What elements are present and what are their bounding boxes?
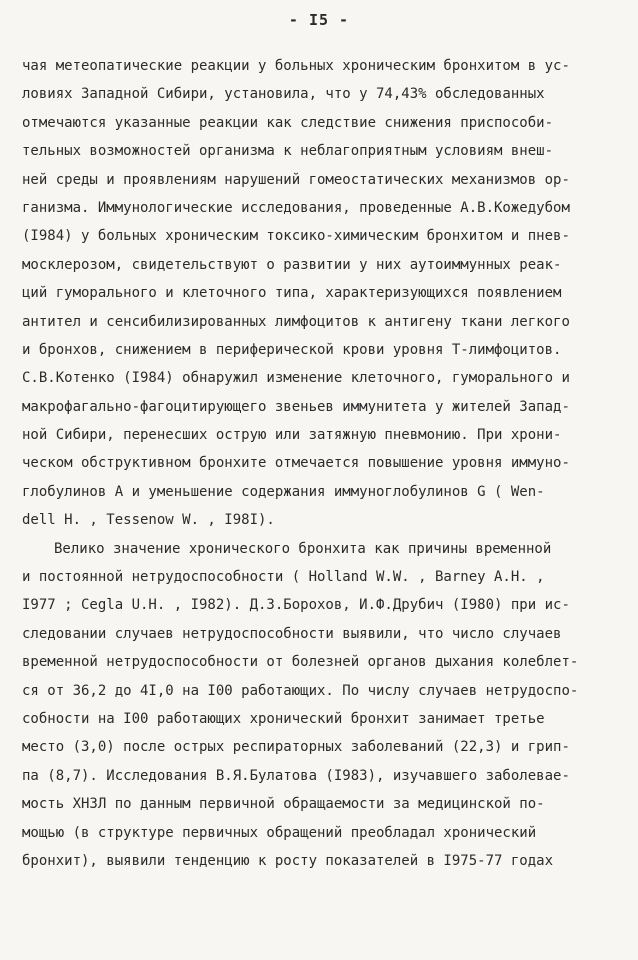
text-line: антител и сенсибилизированных лимфоцитов к антигену ткани легкого: [22, 313, 570, 330]
text-line: и бронхов, снижением в периферической крови уровня Т-лимфоцитов.: [22, 341, 562, 358]
text-line: С.В.Котенко (I984) обнаружил изменение клеточного, гуморального и: [22, 370, 570, 387]
text-line: ловиях Западной Сибири, установила, что у 74,43% обследованных: [22, 86, 545, 103]
text-line: место (3,0) после острых респираторных заболеваний (22,3) и грип-: [22, 739, 570, 756]
page-number: - I5 -: [288, 11, 350, 29]
text-line: па (8,7). Исследования В.Я.Булатова (I983), изучавшего заболевае-: [22, 767, 570, 784]
text-line: тельных возможностей организма к неблагоприятным условиям внеш-: [22, 143, 554, 160]
paragraph-start-line: Велико значение хронического бронхита как причины временной: [54, 540, 552, 557]
text-line: чая метеопатические реакции у больных хроническим бронхитом в ус-: [22, 58, 570, 74]
body-text: [22, 52, 612, 875]
text-line: собности на I00 работающих хронический бронхит занимает третье: [22, 710, 545, 727]
text-line: dell H. , Tessenow W. , I98I).: [22, 512, 275, 529]
text-line: ций гуморального и клеточного типа, характеризующихся появлением: [22, 285, 562, 302]
text-line: ней среды и проявлениям нарушений гомеостатических механизмов ор-: [22, 171, 570, 188]
text-line: бронхит), выявили тенденцию к росту показателей в I975-77 годах: [22, 852, 554, 869]
text-line: макрофагально-фагоцитирующего звеньев иммунитета у жителей Запад-: [22, 398, 570, 415]
text-line: отмечаются указанные реакции как следствие снижения приспособи-: [22, 114, 554, 131]
text-line: мость ХНЗЛ по данным первичной обращаемости за медицинской по-: [22, 796, 545, 813]
text-line: ческом обструктивном бронхите отмечается повышение уровня иммуно-: [22, 455, 570, 472]
text-line: временной нетрудоспособности от болезней органов дыхания колеблет-: [22, 654, 579, 671]
text-line: мощью (в структуре первичных обращений преобладал хронический: [22, 824, 537, 841]
text-line: (I984) у больных хроническим токсико-химическим бронхитом и пнев-: [22, 228, 570, 245]
text-line: глобулинов А и уменьшение содержания иммуноглобулинов G ( Wen-: [22, 483, 545, 500]
text-line: ся от 36,2 до 4I,0 на I00 работающих. По числу случаев нетрудоспо-: [22, 682, 579, 699]
text-line: следовании случаев нетрудоспособности выявили, что число случаев: [22, 625, 562, 642]
text-line: москлерозом, свидетельствуют о развитии у них аутоиммунных реак-: [22, 256, 562, 273]
text-line: ганизма. Иммунологические исследования, проведенные А.В.Кожедубом: [22, 199, 570, 216]
text-line: I977 ; Cegla U.H. , I982). Д.З.Борохов, И.Ф.Друбич (I980) при ис-: [22, 597, 570, 614]
text-line: ной Сибири, перенесших острую или затяжную пневмонию. При хрони-: [22, 427, 562, 444]
text-line: и постоянной нетрудоспособности ( Holland W.W. , Barney A.H. ,: [22, 569, 545, 586]
